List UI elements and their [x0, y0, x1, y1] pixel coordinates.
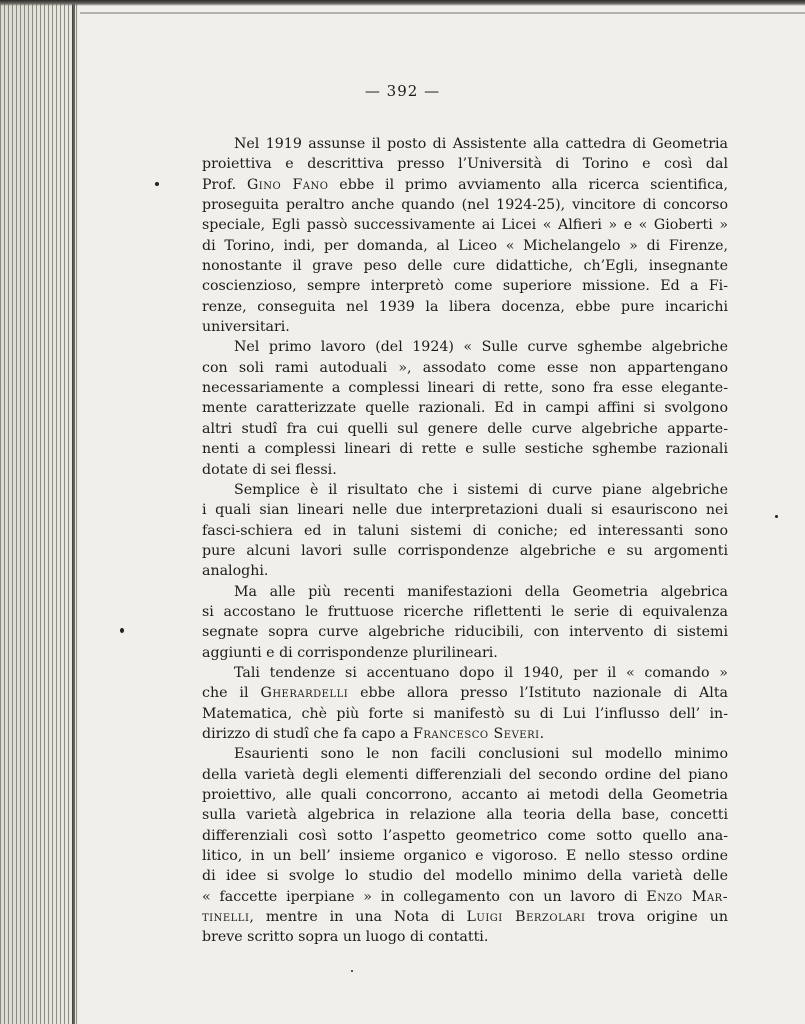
text-line — [202, 561, 728, 581]
text-fragment: breve scritto sopra un luogo di contatti. — [202, 929, 489, 946]
text-line — [202, 582, 728, 602]
ink-speck — [120, 628, 124, 633]
text-line — [202, 500, 728, 520]
text-fragment: di Torino, indi, per domanda, al Liceo « Michelangelo » di Firenze, — [202, 237, 728, 254]
text-line — [202, 805, 728, 825]
text-line — [202, 907, 728, 927]
text-line — [202, 826, 728, 846]
text-fragment: universitari. — [202, 319, 290, 336]
text-fragment: nenti a complessi lineari di rette e sulle sestiche sghembe razionali — [202, 441, 728, 458]
text-fragment: Semplice è il risultato che i sistemi di curve piane algebriche — [234, 481, 728, 498]
text-line — [202, 460, 728, 480]
text-line — [202, 175, 728, 195]
text-line — [202, 236, 728, 256]
text-fragment: ebbe il primo avviamento alla ricerca scientifica, — [328, 176, 729, 193]
text-line — [202, 927, 728, 947]
text-fragment: renze, conseguita nel 1939 la libera docenza, ebbe pure incarichi — [202, 298, 728, 315]
text-fragment: Nel 1919 assunse il posto di Assistente alla cattedra di Geometria — [234, 136, 728, 152]
text-fragment: . — [539, 725, 545, 742]
text-line — [202, 622, 728, 642]
text-line — [202, 887, 728, 907]
text-line — [202, 297, 728, 317]
text-line — [202, 643, 728, 663]
text-fragment: si accostano le fruttuose ricerche riflettenti le serie di equivalenza — [202, 603, 728, 620]
book-binding-edge — [0, 0, 78, 1024]
text-fragment: , mentre in una Nota di — [249, 909, 467, 926]
text-fragment: Prof. — [202, 176, 247, 193]
author-name: Gino Fano — [246, 176, 329, 193]
text-line — [202, 744, 728, 764]
text-line — [202, 724, 728, 744]
gutter-line — [72, 0, 75, 1024]
text-fragment: segnate sopra curve algebriche riducibili, con intervento di sistemi — [202, 624, 728, 641]
top-rule — [80, 12, 805, 14]
text-line — [202, 663, 728, 683]
text-line — [202, 521, 728, 541]
text-fragment: proseguita peraltro anche quando (nel 1924-25), vincitore di concorso — [202, 197, 728, 214]
text-line — [202, 276, 728, 296]
text-fragment: differenziali così sotto l’aspetto geometrico come sotto quello ana- — [202, 827, 728, 844]
text-fragment: i quali sian lineari nelle due interpretazioni duali si esauriscono nei — [202, 502, 728, 519]
text-fragment: litico, in un bell’ insieme organico e vigoroso. E nello stesso ordine — [202, 848, 728, 865]
page-number: — 392 — — [364, 82, 441, 100]
text-line — [202, 765, 728, 785]
text-line — [202, 439, 728, 459]
text-line — [202, 195, 728, 215]
text-fragment: aggiunti e di corrispondenze plurilineari. — [202, 644, 498, 661]
text-fragment: Esaurienti sono le non facili conclusioni sul modello minimo — [234, 746, 728, 763]
text-line — [202, 480, 728, 500]
top-scan-border — [0, 0, 805, 6]
text-fragment: della varietà degli elementi differenziali del secondo ordine del piano — [202, 766, 728, 783]
body-text — [202, 134, 728, 948]
text-line — [202, 358, 728, 378]
author-name: Gherardelli — [260, 685, 349, 702]
text-line — [202, 602, 728, 622]
text-line — [202, 846, 728, 866]
author-name: Luigi Berzolari — [466, 909, 586, 926]
text-fragment: proiettivo, alle quali concorrono, accanto ai metodi della Geometria — [202, 787, 728, 803]
text-fragment: proiettiva e descrittiva presso l’Università di Torino e così dal — [202, 156, 728, 173]
text-fragment: Matematica, chè più forte si manifestò su di Lui l’influsso dell’ in- — [202, 705, 728, 722]
text-line — [202, 134, 728, 154]
text-line — [202, 683, 728, 703]
text-line — [202, 256, 728, 276]
text-fragment: trova origine un — [585, 909, 728, 926]
text-fragment: « faccette iperpiane » in collegamento con un lavoro di — [202, 888, 647, 905]
text-fragment: necessariamente a complessi lineari di rette, sono fra esse elegante- — [202, 380, 728, 397]
text-line — [202, 419, 728, 439]
author-name: tinelli — [202, 909, 250, 926]
text-fragment: di idee si svolge lo studio del modello minimo della varietà delle — [202, 868, 728, 885]
text-fragment: con soli rami autoduali », assodato come esse non appartengano — [202, 359, 728, 376]
text-fragment: fasci-schiera ed in taluni sistemi di coniche; ed interessanti sono — [202, 522, 728, 539]
text-fragment: pure alcuni lavori sulle corrispondenze algebriche e su argomenti — [202, 542, 728, 559]
text-fragment: analoghi. — [202, 563, 269, 580]
text-fragment: altri studî fra cui quelli sul genere delle curve algebriche apparte- — [202, 420, 728, 437]
author-name: Francesco Severi — [413, 725, 540, 742]
ink-speck — [351, 970, 353, 972]
author-name: Enzo Mar- — [646, 888, 728, 905]
text-fragment: speciale, Egli passò successivamente ai Licei « Alfieri » e « Gioberti » — [202, 217, 728, 234]
text-fragment: coscienzioso, sempre interpretò come superiore missione. Ed a Fi- — [202, 278, 728, 295]
text-fragment: ebbe allora presso l’Istituto nazionale di Alta — [348, 685, 729, 702]
text-fragment: dotate di sei flessi. — [202, 461, 337, 478]
text-fragment: mente caratterizzate quelle razionali. Ed in campi affini si svolgono — [202, 400, 728, 417]
text-fragment: Tali tendenze si accentuano dopo il 1940, per il « comando » — [234, 664, 728, 681]
text-line — [202, 398, 728, 418]
text-line — [202, 215, 728, 235]
text-line — [202, 378, 728, 398]
text-fragment: che il — [202, 685, 261, 702]
text-line — [202, 337, 728, 357]
text-line — [202, 704, 728, 724]
text-fragment: sulla varietà algebrica in relazione alla teoria della base, concetti — [202, 807, 728, 824]
text-fragment: Nel primo lavoro (del 1924) « Sulle curve sghembe algebriche — [234, 339, 728, 356]
text-line — [202, 541, 728, 561]
ink-speck — [155, 182, 159, 186]
text-fragment: nonostante il grave peso delle cure didattiche, ch’Egli, insegnante — [202, 258, 728, 275]
text-line — [202, 154, 728, 174]
text-line — [202, 866, 728, 886]
text-line — [202, 785, 728, 805]
text-fragment: dirizzo di studî che fa capo a — [202, 725, 414, 742]
text-fragment: Ma alle più recenti manifestazioni della Geometria algebrica — [234, 583, 728, 600]
ink-speck — [775, 515, 778, 518]
text-line — [202, 317, 728, 337]
